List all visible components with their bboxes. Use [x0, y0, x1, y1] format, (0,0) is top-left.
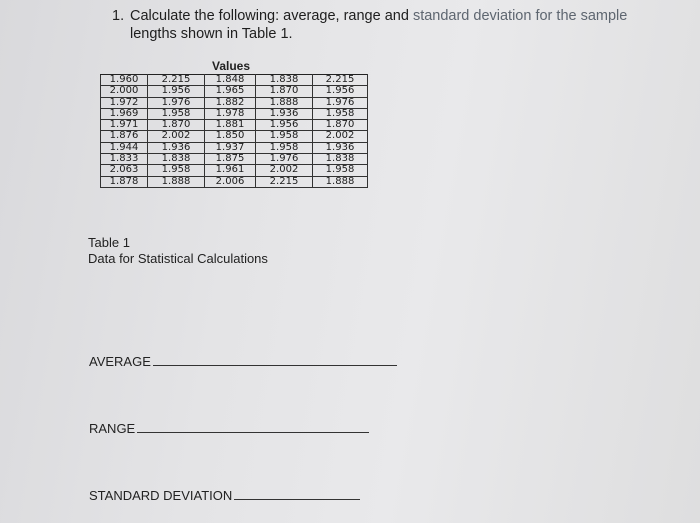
table-cell: 1.882 [205, 97, 256, 108]
question-line1-b: standard deviation for the sample [412, 8, 628, 24]
table-cell: 1.972 [101, 97, 148, 108]
table-cell: 1.881 [205, 120, 256, 131]
table-cell: 2.215 [256, 176, 313, 187]
question-number: 1. [112, 8, 125, 24]
range-label: RANGE [89, 421, 136, 436]
average-label: AVERAGE [89, 354, 151, 369]
question-line2: lengths shown in Table 1. [130, 26, 293, 42]
std-deviation-answer [89, 488, 360, 503]
table-cell: 1.888 [313, 176, 368, 187]
table-cell: 1.958 [148, 108, 205, 119]
table-row [101, 165, 368, 176]
table-cell: 2.063 [101, 165, 148, 176]
std-deviation-label: STANDARD DEVIATION [89, 488, 233, 503]
table-cell: 1.936 [313, 142, 368, 153]
question-line1-a: Calculate the following: average, range and [130, 8, 413, 24]
table-cell: 2.006 [205, 176, 256, 187]
table-cell: 1.956 [148, 86, 205, 97]
table-cell: 1.958 [313, 108, 368, 119]
table-caption-description: Data for Statistical Calculations [88, 251, 268, 266]
table-row [101, 86, 368, 97]
table-cell: 1.937 [205, 142, 256, 153]
question-text [112, 7, 672, 43]
table-cell: 1.969 [101, 108, 148, 119]
table-cell: 1.870 [256, 86, 313, 97]
table-cell: 2.002 [148, 131, 205, 142]
table-cell: 1.960 [101, 75, 148, 86]
table-row [101, 131, 368, 142]
table-cell: 2.000 [101, 86, 148, 97]
table-cell: 1.838 [313, 154, 368, 165]
table-cell: 1.848 [205, 75, 256, 86]
table-cell: 1.965 [205, 86, 256, 97]
average-blank-line[interactable] [153, 364, 397, 366]
table-caption-label: Table 1 [88, 235, 130, 250]
table-cell: 1.944 [101, 142, 148, 153]
table-cell: 1.870 [313, 120, 368, 131]
table-cell: 1.876 [101, 131, 148, 142]
data-table-wrapper [100, 74, 368, 188]
table-cell: 1.936 [256, 108, 313, 119]
table-cell: 1.978 [205, 108, 256, 119]
table-row [101, 176, 368, 187]
table-cell: 1.958 [313, 165, 368, 176]
table-cell: 1.976 [313, 97, 368, 108]
table-cell: 2.002 [256, 165, 313, 176]
table-row [101, 154, 368, 165]
table-cell: 1.958 [256, 142, 313, 153]
table-cell: 1.878 [101, 176, 148, 187]
average-answer [89, 354, 397, 369]
table-values-header: Values [212, 59, 251, 73]
range-answer [89, 421, 369, 436]
table-cell: 1.888 [148, 176, 205, 187]
table-cell: 1.956 [256, 120, 313, 131]
table-cell: 1.850 [205, 131, 256, 142]
table-cell: 1.976 [256, 154, 313, 165]
table-cell: 2.215 [148, 75, 205, 86]
table-cell: 1.838 [148, 154, 205, 165]
table-cell: 2.215 [313, 75, 368, 86]
table-row [101, 120, 368, 131]
std-deviation-blank-line[interactable] [234, 498, 360, 500]
table-cell: 1.976 [148, 97, 205, 108]
table-row [101, 97, 368, 108]
table-cell: 1.958 [256, 131, 313, 142]
table-cell: 1.833 [101, 154, 148, 165]
sample-lengths-table [100, 74, 368, 188]
table-cell: 1.838 [256, 75, 313, 86]
table-cell: 1.888 [256, 97, 313, 108]
table-row [101, 142, 368, 153]
table-row [101, 108, 368, 119]
table-cell: 2.002 [313, 131, 368, 142]
table-cell: 1.870 [148, 120, 205, 131]
table-cell: 1.956 [313, 86, 368, 97]
range-blank-line[interactable] [137, 431, 369, 433]
table-cell: 1.958 [148, 165, 205, 176]
table-cell: 1.971 [101, 120, 148, 131]
table-row [101, 75, 368, 86]
table-cell: 1.875 [205, 154, 256, 165]
table-cell: 1.961 [205, 165, 256, 176]
table-cell: 1.936 [148, 142, 205, 153]
